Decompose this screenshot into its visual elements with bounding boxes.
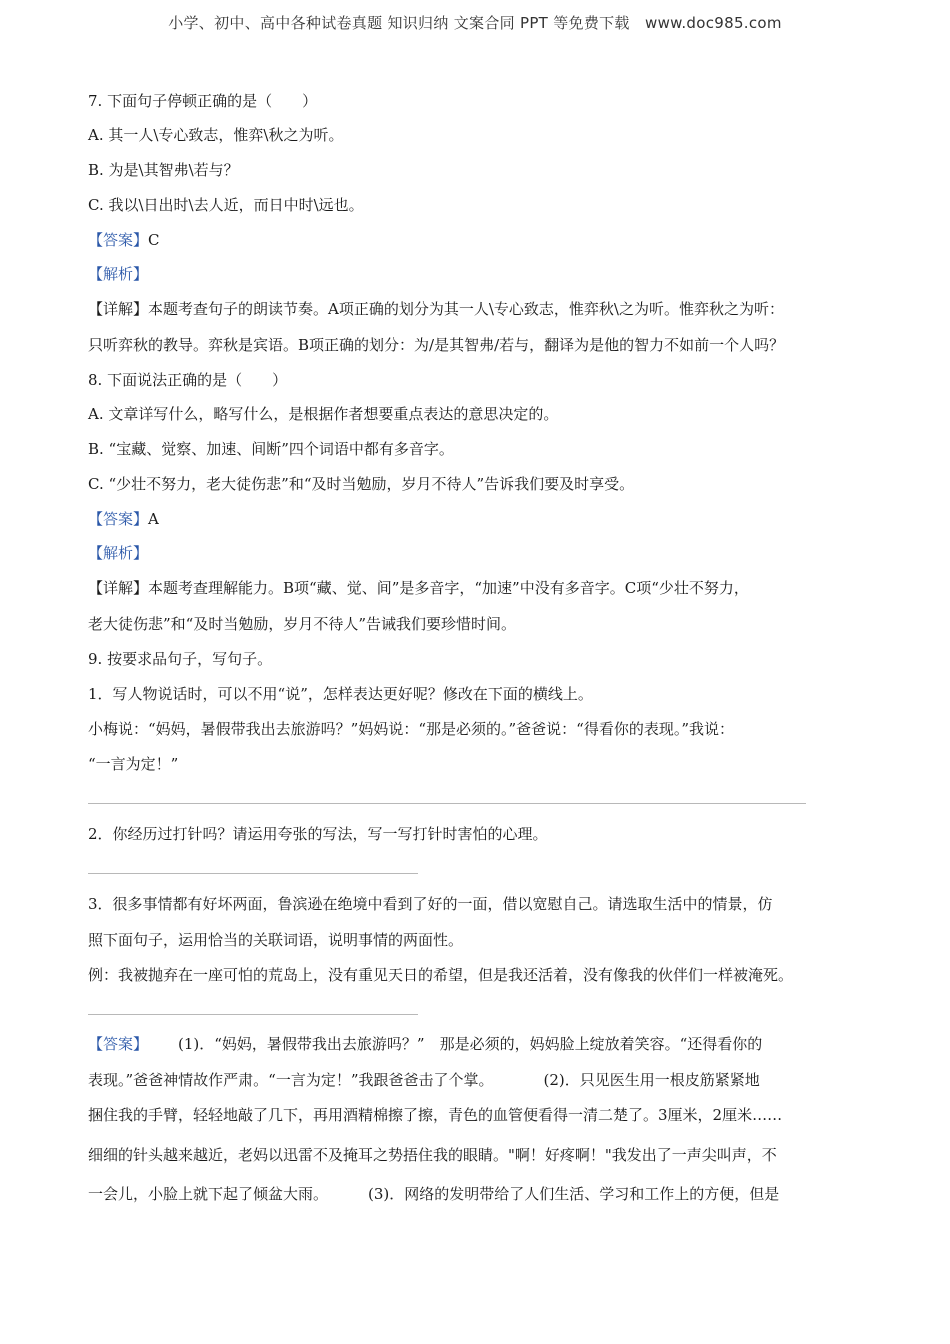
analysis-tag: 【解析】	[88, 265, 149, 283]
q9-sub-3-line-2: 照下面句子，运用恰当的关联词语，说明事情的两面性。	[88, 931, 464, 949]
q8-detail-line-1	[88, 577, 749, 598]
answer-line-1[interactable]	[88, 803, 806, 804]
answer-text: (1)．“妈妈，暑假带我出去旅游吗？” 那是必须的，妈妈脸上绽放着笑容。“还得看你的	[178, 1035, 763, 1053]
q9-answer-line-5	[88, 1183, 779, 1204]
answer-line-2[interactable]	[88, 873, 418, 874]
q9-sub-1-text-1: 小梅说：“妈妈，暑假带我出去旅游吗？”妈妈说：“那是必须的。”爸爸说：“得看你的表现。”我说：	[88, 720, 735, 738]
q8-detail-line-2: 老大徒伤悲”和“及时当勉励，岁月不待人”告诫我们要珍惜时间。	[88, 615, 517, 633]
q8-option-a: A. 文章详写什么，略写什么，是根据作者想要重点表达的意思决定的。	[88, 405, 559, 423]
q9-sub-1: 1．写人物说话时，可以不用“说”，怎样表达更好呢？修改在下面的横线上。	[88, 685, 593, 703]
answer-line-3[interactable]	[88, 1014, 418, 1015]
q9-answer-line-2	[88, 1069, 760, 1090]
detail-text: 本题考查理解能力。B项“藏、觉、间”是多音字，“加速”中没有多音字。C项“少壮不努力，	[148, 579, 749, 597]
q9-sub-1-text-2: “一言为定！”	[88, 755, 179, 773]
answer-text: (2)．只见医生用一根皮筋紧紧地	[543, 1071, 760, 1089]
q9-sub-2: 2．你经历过打针吗？请运用夸张的写法，写一写打针时害怕的心理。	[88, 825, 548, 843]
answer-value: C	[148, 231, 160, 249]
q7-detail-line-1	[88, 298, 784, 319]
q9-answer-line-3: 捆住我的手臂，轻轻地敲了几下，再用酒精棉擦了擦，青色的血管便看得一清二楚了。3厘米，2厘米……	[88, 1106, 783, 1124]
analysis-tag: 【解析】	[88, 544, 149, 562]
q9-answer-line-4: 细细的针头越来越近，老妈以迅雷不及掩耳之势捂住我的眼睛。"啊！好疼啊！"我发出了一声尖叫声，不	[88, 1146, 777, 1164]
q8-option-c: C. “少壮不努力，老大徒伤悲”和“及时当勉励，岁月不待人”告诉我们要及时享受。	[88, 475, 635, 493]
answer-text: 表现。”爸爸神情故作严肃。“一言为定！”我跟爸爸击了个掌。	[88, 1071, 494, 1089]
detail-tag: 【详解】	[88, 579, 149, 597]
answer-text: 一会儿，小脸上就下起了倾盆大雨。	[88, 1185, 329, 1203]
q9-sub-3-line-1: 3．很多事情都有好坏两面，鲁滨逊在绝境中看到了好的一面，借以宽慰自己。请选取生活中的情景，仿	[88, 895, 773, 913]
page-header: 小学、初中、高中各种试卷真题 知识归纳 文案合同 PPT 等免费下载 www.doc985.com	[168, 14, 782, 32]
detail-text: 本题考查句子的朗读节奏。A项正确的划分为其一人\专心致志，惟弈秋\之为听。惟弈秋之为听：	[148, 300, 784, 318]
q9-example: 例：我被抛弃在一座可怕的荒岛上，没有重见天日的希望，但是我还活着，没有像我的伙伴们一样被淹死。	[88, 966, 794, 984]
answer-tag: 【答案】	[88, 231, 149, 249]
q7-option-c: C. 我以\日出时\去人近，而日中时\远也。	[88, 196, 364, 214]
q7-stem: 7. 下面句子停顿正确的是（ ）	[88, 92, 318, 110]
q7-answer	[88, 229, 160, 250]
q7-option-a: A. 其一人\专心致志，惟弈\秋之为听。	[88, 126, 344, 144]
answer-tag: 【答案】	[88, 1035, 149, 1053]
q7-analysis	[88, 263, 148, 284]
q9-stem: 9. 按要求品句子，写句子。	[88, 650, 273, 668]
q8-stem: 8. 下面说法正确的是（ ）	[88, 371, 288, 389]
answer-text: (3)．网络的发明带给了人们生活、学习和工作上的方便，但是	[368, 1185, 780, 1203]
q9-answer-line-1	[88, 1033, 762, 1054]
q7-detail-line-2: 只听弈秋的教导。弈秋是宾语。B项正确的划分：为/是其智弗/若与，翻译为是他的智力不如前一个人吗？	[88, 336, 785, 354]
q7-option-b: B. 为是\其智弗\若与？	[88, 161, 239, 179]
q8-option-b: B. “宝藏、觉察、加速、间断”四个词语中都有多音字。	[88, 440, 454, 458]
detail-tag: 【详解】	[88, 300, 149, 318]
q8-answer	[88, 508, 159, 529]
answer-tag: 【答案】	[88, 510, 149, 528]
answer-value: A	[148, 510, 159, 528]
q8-analysis	[88, 542, 148, 563]
